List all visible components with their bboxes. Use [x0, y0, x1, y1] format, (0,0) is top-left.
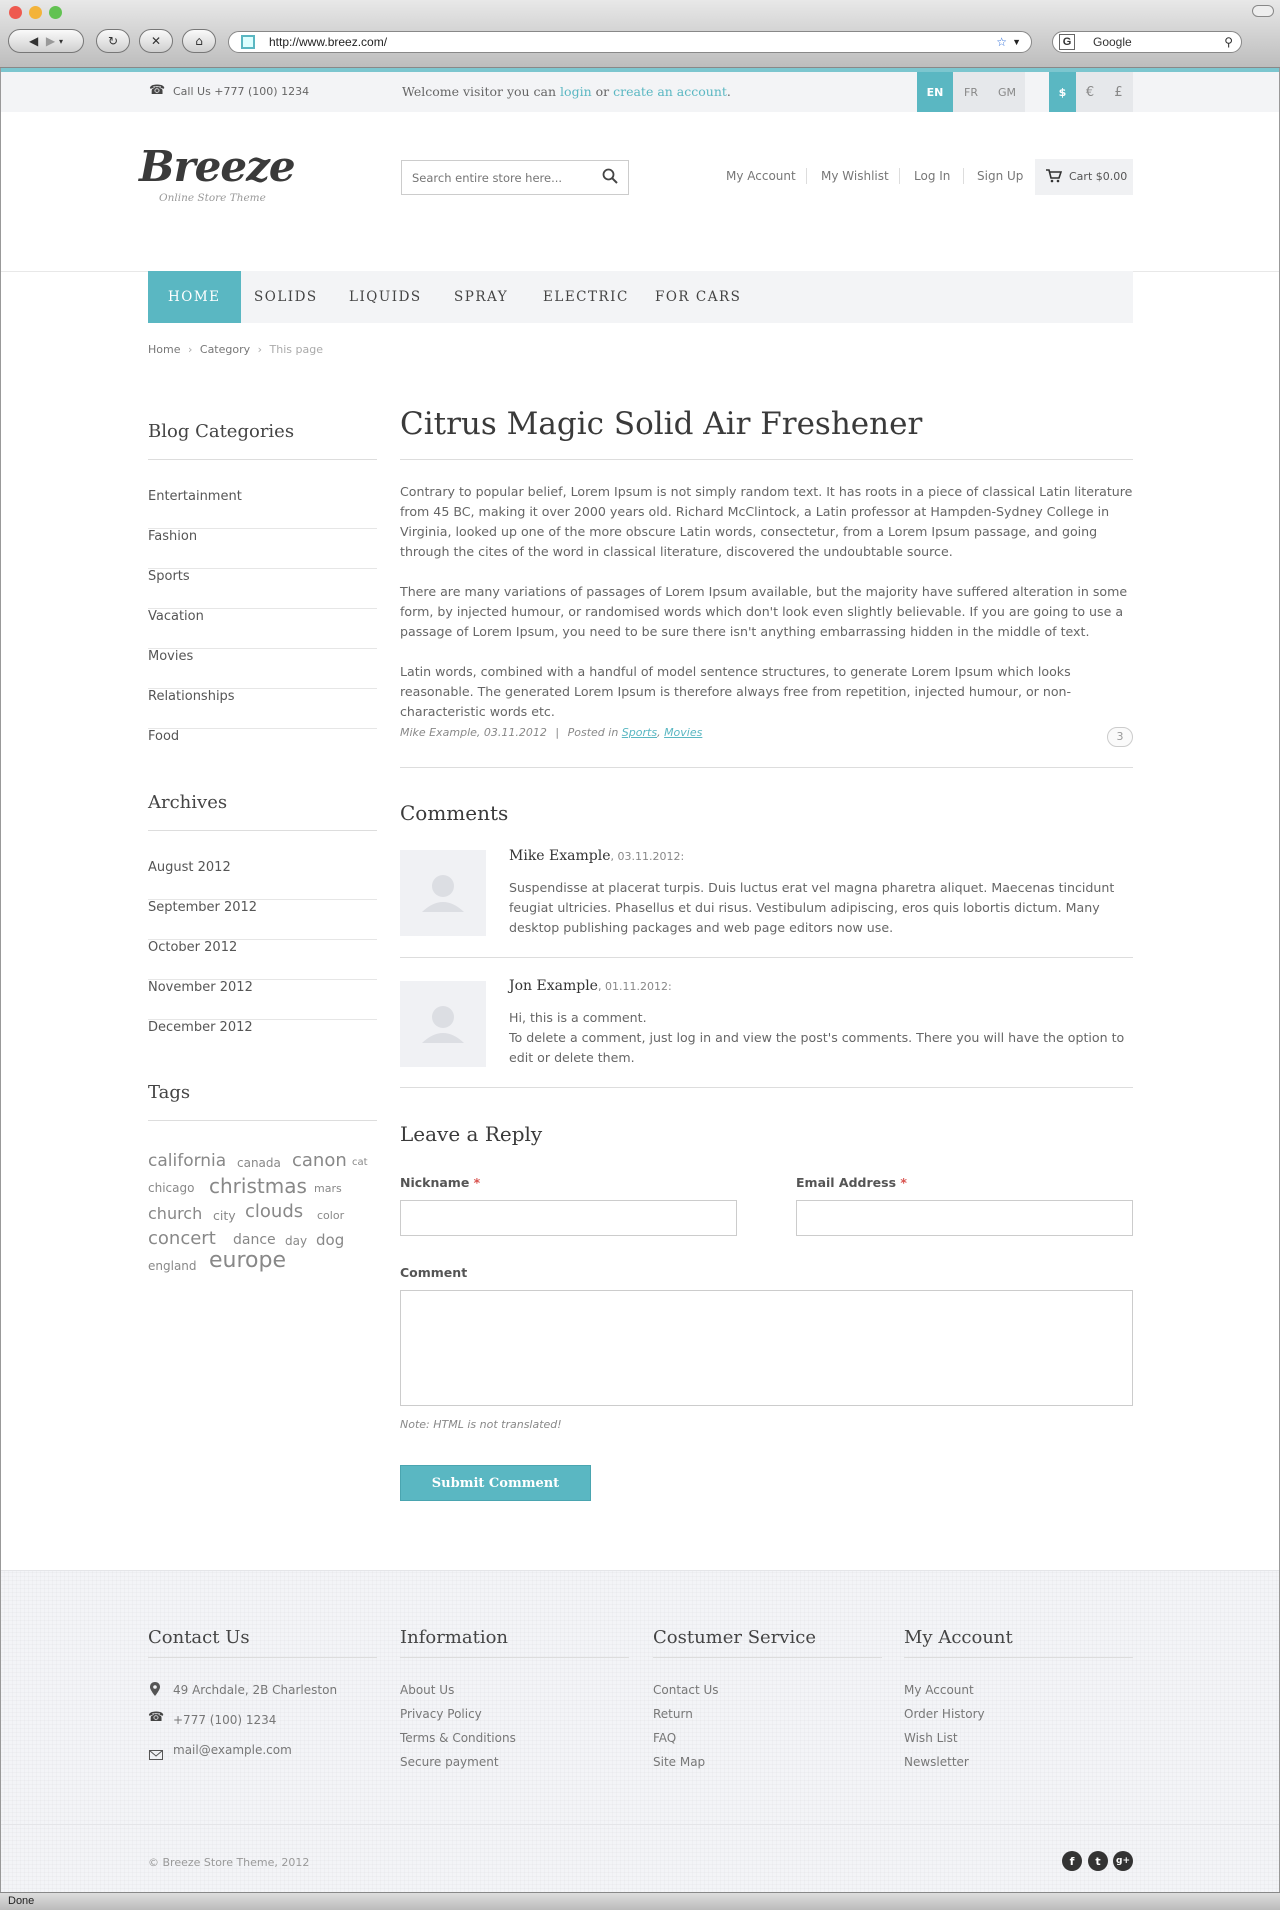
tag-link[interactable]: cat [352, 1157, 368, 1168]
divider [400, 459, 1133, 460]
html-note: Note: HTML is not translated! [400, 1418, 562, 1431]
magnifier-icon[interactable]: ⚲ [1224, 35, 1233, 49]
welcome-or: or [595, 84, 610, 99]
browser-chrome [0, 0, 1280, 68]
nav-spray[interactable]: SPRAY [454, 289, 509, 305]
required-mark: * [473, 1175, 481, 1190]
back-forward-buttons[interactable] [8, 29, 84, 53]
post-meta [400, 726, 702, 739]
history-dropdown-icon[interactable]: ▾ [58, 36, 63, 46]
twitter-icon[interactable]: t [1088, 1851, 1108, 1871]
comment-text: To delete a comment, just log in and view the post's comments. There you will have the option to edit or delete them. [509, 1030, 1125, 1065]
avatar [400, 850, 486, 936]
footer-address: 49 Archdale, 2B Charleston [173, 1683, 338, 1697]
lang-en-button[interactable]: EN [917, 72, 953, 112]
tag-link[interactable]: color [317, 1209, 345, 1222]
header-login-link[interactable]: Log In [914, 169, 951, 183]
divider [148, 1120, 377, 1121]
archive-item-oct-2012[interactable] [148, 940, 377, 980]
footer-terms-link[interactable]: Terms & Conditions [400, 1731, 516, 1745]
comment-count-bubble[interactable] [1107, 727, 1133, 747]
archive-item-sep-2012[interactable] [148, 900, 377, 940]
email-label-text: Email Address [796, 1175, 897, 1190]
lang-fr-button[interactable]: FR [953, 72, 989, 112]
site-favicon-icon [241, 35, 255, 49]
comment-date: , 01.11.2012: [597, 980, 672, 993]
lang-gm-button[interactable]: GM [989, 72, 1025, 112]
cart-icon [1046, 168, 1062, 187]
post-category-movies-link[interactable]: Movies [664, 726, 703, 739]
home-button[interactable] [182, 29, 216, 53]
category-item-entertainment[interactable] [148, 489, 377, 529]
comment-text: Hi, this is a comment. [509, 1010, 647, 1025]
divider [653, 1657, 882, 1658]
tag-link[interactable]: clouds [245, 1201, 304, 1222]
divider [904, 1657, 1133, 1658]
search-engine-name: Google [1093, 35, 1132, 49]
store-search [401, 160, 629, 195]
footer-top-divider [1, 1570, 1279, 1571]
currency-eur-button[interactable]: € [1076, 72, 1104, 112]
search-icon[interactable] [602, 168, 622, 188]
header-my-wishlist-link[interactable]: My Wishlist [821, 169, 889, 183]
main-nav [148, 271, 1133, 323]
divider [899, 168, 900, 184]
minimize-window-button[interactable] [29, 6, 42, 19]
tag-link[interactable]: city [213, 1208, 236, 1223]
meta-comma: , [657, 726, 661, 739]
reload-button[interactable] [96, 29, 130, 53]
address-bar[interactable] [228, 31, 1032, 53]
tag-link[interactable]: europe [209, 1248, 286, 1273]
address-text: http://www.breez.com/ [269, 35, 388, 49]
tag-link[interactable]: england [148, 1259, 197, 1273]
post-title: Citrus Magic Solid Air Freshener [400, 406, 923, 442]
email-field[interactable] [796, 1200, 1133, 1236]
archive-label: October 2012 [148, 940, 238, 955]
category-label: Relationships [148, 689, 235, 704]
nickname-label-text: Nickname [400, 1175, 470, 1190]
nav-home[interactable]: HOME [148, 271, 241, 323]
header-my-account-link[interactable]: My Account [726, 169, 796, 183]
category-label: Entertainment [148, 489, 242, 504]
footer-sitemap-link[interactable]: Site Map [653, 1755, 706, 1769]
currency-gbp-button[interactable]: £ [1104, 72, 1133, 112]
search-engine-icon[interactable]: G [1059, 34, 1075, 50]
posted-in-label: Posted in [567, 726, 619, 739]
bookmark-star-icon[interactable]: ☆ [996, 35, 1007, 49]
comment-author [509, 848, 684, 864]
toolbar-toggle-button[interactable] [1252, 5, 1274, 17]
archive-label: November 2012 [148, 980, 253, 995]
archive-label: September 2012 [148, 900, 258, 915]
category-label: Food [148, 729, 180, 744]
divider [400, 1657, 629, 1658]
comment-author [509, 978, 672, 994]
footer-info-title: Information [400, 1627, 509, 1648]
archive-item-aug-2012[interactable] [148, 860, 377, 900]
footer [1, 1570, 1279, 1892]
footer-contact-link[interactable]: Contact Us [653, 1683, 719, 1697]
required-mark: * [900, 1175, 907, 1190]
blog-categories-title: Blog Categories [148, 421, 295, 442]
comment-label: Comment [400, 1265, 468, 1280]
comments-title: Comments [400, 801, 509, 825]
divider [963, 168, 964, 184]
tag-link[interactable]: christmas [209, 1174, 307, 1198]
archive-label: December 2012 [148, 1020, 253, 1035]
category-item-vacation[interactable] [148, 609, 377, 649]
close-window-button[interactable] [9, 6, 22, 19]
footer-service-title: Costumer Service [653, 1627, 816, 1648]
divider [400, 767, 1133, 768]
tag-link[interactable]: dog [316, 1231, 345, 1249]
category-label: Sports [148, 569, 190, 584]
footer-wish-list-link[interactable]: Wish List [904, 1731, 958, 1745]
logo[interactable] [139, 142, 295, 212]
welcome-prefix: Welcome visitor you can [402, 84, 557, 99]
address-dropdown-icon[interactable]: ▼ [1012, 37, 1021, 47]
nickname-field[interactable] [400, 1200, 737, 1236]
footer-account-title: My Account [904, 1627, 1013, 1648]
chevron-right-icon: › [187, 343, 193, 356]
footer-bottom-divider [1, 1824, 1279, 1825]
logo-tagline: Online Store Theme [159, 192, 266, 204]
forward-icon[interactable]: ▶ [45, 34, 56, 48]
divider [400, 957, 1133, 958]
facebook-icon[interactable]: f [1062, 1851, 1082, 1871]
footer-privacy-link[interactable]: Privacy Policy [400, 1707, 482, 1721]
tags-title: Tags [148, 1082, 191, 1103]
footer-email-link[interactable]: mail@example.com [173, 1743, 292, 1757]
comment-author-name[interactable]: Mike Example [509, 848, 611, 864]
tag-link[interactable]: california [148, 1151, 227, 1171]
post-author-date: Mike Example, 03.11.2012 [400, 726, 547, 739]
breadcrumb-home[interactable]: Home [148, 343, 181, 356]
comment-author-name[interactable]: Jon Example [509, 978, 598, 994]
avatar [400, 981, 486, 1067]
comment-textarea[interactable] [400, 1290, 1133, 1406]
tag-link[interactable]: dance [233, 1232, 276, 1248]
comment-text: Suspendisse at placerat turpis. Duis luctus erat vel magna pharetra aliquet. Maecenas tincidunt feugiat ultricies. Phasellus et dui risus. Vestibulum adipiscing, eros quis lobortis dictum. Many desktop publishing packages and web page editors now use. [509, 880, 1115, 935]
breadcrumb [148, 343, 323, 356]
tag-link[interactable]: church [148, 1204, 203, 1223]
category-item-food[interactable] [148, 729, 377, 769]
leave-reply-title: Leave a Reply [400, 1122, 543, 1146]
footer-faq-link[interactable]: FAQ [653, 1731, 677, 1745]
tag-link[interactable]: concert [148, 1228, 216, 1249]
divider [148, 459, 377, 460]
divider [400, 1087, 1133, 1088]
login-link[interactable]: login [560, 84, 592, 99]
tag-link[interactable]: canada [237, 1156, 281, 1170]
nav-electric[interactable]: ELECTRIC [543, 289, 629, 305]
web-page [0, 68, 1280, 1892]
nav-liquids[interactable]: LIQUIDS [349, 289, 422, 305]
logo-text: Breeze [139, 142, 295, 191]
footer-phone: +777 (100) 1234 [173, 1713, 277, 1727]
phone-icon: ☎ [148, 1710, 165, 1725]
category-label: Fashion [148, 529, 198, 544]
tag-link[interactable]: mars [314, 1182, 342, 1195]
stop-button[interactable] [139, 29, 173, 53]
post-paragraph: There are many variations of passages of Lorem Ipsum available, but the majority have suffered alteration in some form, by injected humour, or randomised words which don't look even slightly believable. If you are going to use a passage of Lorem Ipsum, you need to be sure there isn't anything embarrassing hidden in the middle of text. [400, 584, 1128, 639]
map-pin-icon [150, 1682, 160, 1699]
archives-title: Archives [148, 792, 228, 813]
browser-search-field[interactable] [1052, 31, 1242, 53]
search-input[interactable] [402, 161, 592, 194]
archive-label: August 2012 [148, 860, 231, 875]
footer-return-link[interactable]: Return [653, 1707, 693, 1721]
stop-icon: ✕ [150, 34, 162, 48]
divider [148, 1657, 377, 1658]
reload-icon: ↻ [107, 34, 119, 48]
tag-link[interactable]: canon [292, 1150, 347, 1171]
footer-about-link[interactable]: About Us [400, 1683, 455, 1697]
phone-icon: ☎ [149, 83, 166, 98]
submit-comment-button[interactable]: Submit Comment [400, 1465, 591, 1501]
home-icon: ⌂ [195, 34, 203, 48]
post-paragraph: Latin words, combined with a handful of model sentence structures, to generate Lorem Ipsum which looks reasonable. The generated Lorem Ipsum is therefore always free from repetition, injected humour, or non-characteristic words etc. [400, 664, 1072, 719]
comment-count: 3 [1116, 730, 1124, 743]
copyright: © Breeze Store Theme, 2012 [148, 1856, 310, 1869]
footer-contact-title: Contact Us [148, 1627, 250, 1648]
category-label: Vacation [148, 609, 204, 624]
cart-button[interactable] [1035, 159, 1133, 195]
divider [806, 168, 807, 184]
category-item-relationships[interactable] [148, 689, 377, 729]
create-account-link[interactable]: create an account [613, 84, 727, 99]
chevron-right-icon: › [257, 343, 263, 356]
post-paragraph: Contrary to popular belief, Lorem Ipsum is not simply random text. It has roots in a piece of classical Latin literature from 45 BC, making it over 2000 years old. Richard McClintock, a Latin professor at Hampden-Sydney College in Virginia, looked up one of the more obscure Latin words, consectetur, from a Lorem Ipsum passage, and going through the cites of the word in classical literature, discovered the undoubtable source. [400, 484, 1133, 559]
footer-my-account-link[interactable]: My Account [904, 1683, 974, 1697]
footer-order-history-link[interactable]: Order History [904, 1707, 985, 1721]
nav-solids[interactable]: SOLIDS [254, 289, 318, 305]
tag-link[interactable]: chicago [148, 1181, 195, 1195]
meta-separator: | [555, 726, 560, 739]
footer-secure-payment-link[interactable]: Secure payment [400, 1755, 499, 1769]
category-item-fashion[interactable] [148, 529, 377, 569]
breadcrumb-category[interactable]: Category [199, 343, 251, 356]
comment-date: , 03.11.2012: [610, 850, 685, 863]
envelope-icon [149, 1745, 163, 1764]
status-bar: Done [0, 1892, 1280, 1910]
welcome-period: . [726, 84, 731, 99]
post-category-sports-link[interactable]: Sports [621, 726, 658, 739]
user-silhouette-icon [400, 981, 486, 1067]
header-signup-link[interactable]: Sign Up [977, 169, 1024, 183]
back-icon[interactable]: ◀ [29, 34, 39, 48]
welcome-message [402, 84, 731, 99]
phone-label: Call Us +777 (100) 1234 [173, 85, 310, 98]
archive-item-nov-2012[interactable] [148, 980, 377, 1020]
email-label [796, 1175, 907, 1190]
google-plus-icon[interactable]: g+ [1113, 1851, 1133, 1871]
cart-label: Cart $0.00 [1069, 170, 1128, 183]
nickname-label [400, 1175, 480, 1190]
currency-usd-button[interactable]: $ [1049, 72, 1076, 112]
archive-item-dec-2012[interactable] [148, 1020, 377, 1060]
nav-for-cars[interactable]: FOR CARS [655, 289, 742, 305]
tag-link[interactable]: day [285, 1234, 308, 1248]
breadcrumb-current: This page [269, 343, 323, 356]
divider [148, 830, 377, 831]
category-item-movies[interactable] [148, 649, 377, 689]
user-silhouette-icon [400, 850, 486, 936]
zoom-window-button[interactable] [49, 6, 62, 19]
category-label: Movies [148, 649, 194, 664]
footer-newsletter-link[interactable]: Newsletter [904, 1755, 969, 1769]
category-item-sports[interactable] [148, 569, 377, 609]
